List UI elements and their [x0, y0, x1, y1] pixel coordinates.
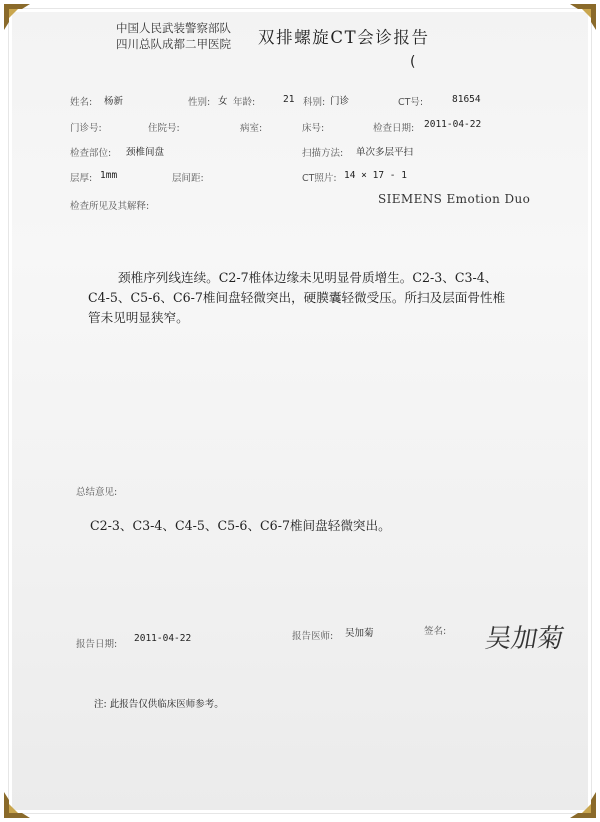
report-date: 2011-04-22	[134, 633, 192, 644]
ct-film-label: CT照片:	[302, 173, 337, 184]
ct-number: 81654	[452, 94, 481, 105]
ct-number-label: CT号:	[398, 97, 424, 108]
exam-site: 颈椎间盘	[126, 147, 165, 158]
ct-film: 14 × 17 - 1	[344, 170, 407, 181]
corner-ornament-bottom-right	[570, 792, 596, 818]
hospital-name-line-2: 四川总队成都二甲医院	[116, 37, 231, 51]
age-label: 年龄:	[233, 97, 256, 108]
patient-name: 杨新	[104, 96, 124, 107]
sex-label: 性别:	[188, 97, 211, 108]
exam-date-label: 检查日期:	[373, 123, 415, 134]
conclusion-label: 总结意见:	[76, 487, 118, 498]
corner-ornament-top-right	[570, 4, 596, 30]
clinic-number-label: 门诊号:	[70, 123, 102, 134]
slice-thickness-label: 层厚:	[70, 173, 93, 184]
findings-label: 检查所见及其解释:	[70, 201, 150, 212]
scanner-model: SIEMENS Emotion Duo	[378, 192, 531, 206]
exam-site-label: 检查部位:	[70, 148, 112, 159]
disclaimer-note: 注: 此报告仅供临床医师参考。	[94, 699, 224, 710]
handwritten-signature: 吴加菊	[482, 624, 567, 654]
corner-ornament-top-left	[4, 4, 30, 30]
report-doctor: 吴加菊	[345, 628, 374, 639]
patient-dept: 门诊	[330, 96, 350, 107]
corner-ornament-bottom-left	[4, 792, 30, 818]
ward-label: 病室:	[240, 123, 263, 134]
name-label: 姓名:	[70, 97, 93, 108]
bed-label: 床号:	[302, 123, 325, 134]
report-title: 双排螺旋CT会诊报告	[258, 28, 430, 47]
exam-date: 2011-04-22	[424, 119, 482, 130]
dept-label: 科别:	[303, 97, 326, 108]
patient-age: 21	[283, 94, 295, 105]
slice-spacing-label: 层间距:	[172, 173, 204, 184]
conclusion-text: C2-3、C3-4、C4-5、C5-6、C6-7椎间盘轻微突出。	[90, 518, 391, 533]
inpatient-number-label: 住院号:	[148, 123, 180, 134]
report-doctor-label: 报告医师:	[292, 631, 334, 642]
signature-label: 签名:	[424, 626, 447, 637]
findings-text: 颈椎序列线连续。C2-7椎体边缘未见明显骨质增生。C2-3、C3-4、C4-5、C5-6、C6-7椎间盘轻微突出，硬膜囊轻微受压。所扫及层面骨性椎管未见明显狭窄。	[88, 270, 506, 325]
hospital-name-line-1: 中国人民武装警察部队	[116, 21, 231, 35]
scan-method: 单次多层平扫	[356, 147, 414, 158]
scan-method-label: 扫描方法:	[302, 148, 344, 159]
handwritten-mark: (	[410, 54, 416, 70]
patient-sex: 女	[218, 96, 228, 107]
slice-thickness: 1mm	[100, 170, 118, 181]
report-date-label: 报告日期:	[76, 639, 118, 650]
